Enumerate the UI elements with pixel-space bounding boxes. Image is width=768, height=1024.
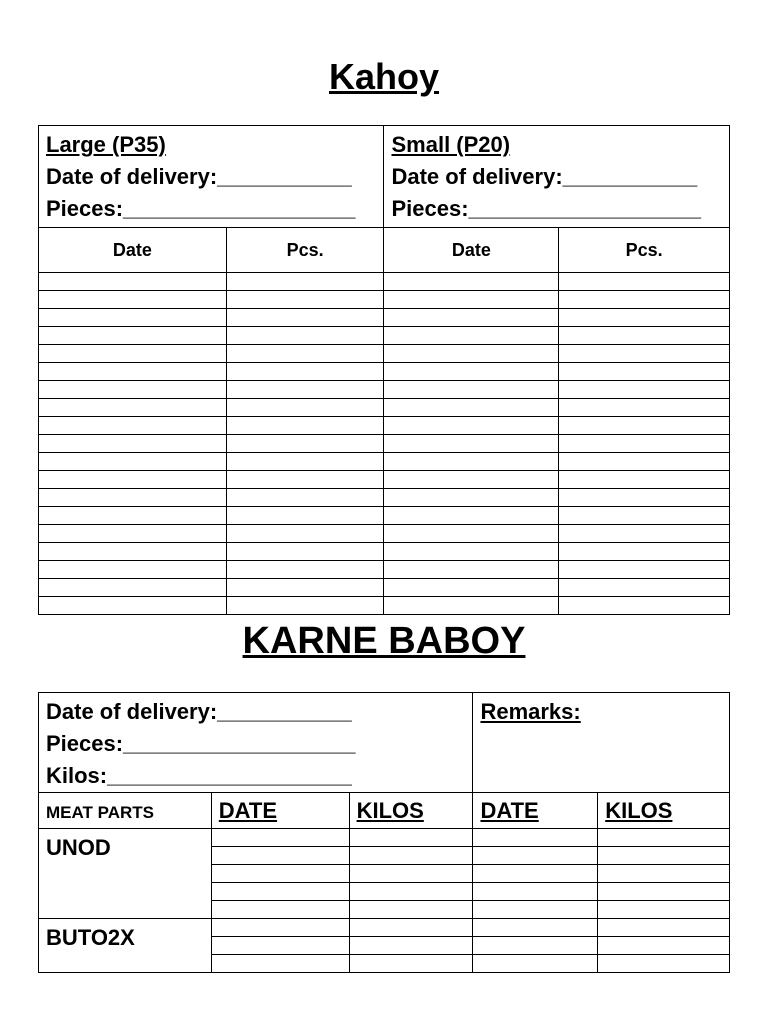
table-row <box>39 345 730 363</box>
entry-cell[interactable] <box>384 345 559 363</box>
small-pieces-field[interactable]: Pieces:___________________ <box>391 196 702 221</box>
entry-cell[interactable] <box>559 363 730 381</box>
entry-cell[interactable] <box>39 291 227 309</box>
entry-cell[interactable] <box>211 901 349 919</box>
date-header-1: DATE <box>211 793 349 829</box>
karne-table <box>38 692 730 973</box>
entry-cell[interactable] <box>211 883 349 901</box>
kahoy-title: Kahoy <box>328 56 440 97</box>
entry-cell[interactable] <box>384 525 559 543</box>
entry-cell[interactable] <box>384 507 559 525</box>
entry-cell[interactable] <box>349 937 473 955</box>
entry-cell[interactable] <box>349 883 473 901</box>
entry-cell[interactable] <box>559 327 730 345</box>
small-pcs-header: Pcs. <box>559 228 730 273</box>
entry-cell[interactable] <box>384 327 559 345</box>
entry-cell[interactable] <box>39 471 227 489</box>
large-date-header: Date <box>39 228 227 273</box>
entry-cell[interactable] <box>226 507 384 525</box>
entry-cell[interactable] <box>349 847 473 865</box>
entry-cell[interactable] <box>384 435 559 453</box>
entry-cell[interactable] <box>384 363 559 381</box>
entry-cell[interactable] <box>559 417 730 435</box>
entry-cell[interactable] <box>226 381 384 399</box>
entry-cell[interactable] <box>559 543 730 561</box>
table-row <box>39 435 730 453</box>
small-section <box>384 126 730 228</box>
entry-cell[interactable] <box>598 919 730 937</box>
entry-cell[interactable] <box>226 489 384 507</box>
entry-cell[interactable] <box>226 417 384 435</box>
entry-cell[interactable] <box>598 865 730 883</box>
entry-cell[interactable] <box>39 417 227 435</box>
entry-cell[interactable] <box>559 507 730 525</box>
entry-cell[interactable] <box>211 955 349 973</box>
table-row <box>39 561 730 579</box>
entry-cell[interactable] <box>226 345 384 363</box>
entry-cell[interactable] <box>559 381 730 399</box>
entry-cell[interactable] <box>384 579 559 597</box>
entry-cell[interactable] <box>211 847 349 865</box>
entry-cell[interactable] <box>39 309 227 327</box>
entry-cell[interactable] <box>226 543 384 561</box>
entry-cell[interactable] <box>226 579 384 597</box>
entry-cell[interactable] <box>559 399 730 417</box>
entry-cell[interactable] <box>384 417 559 435</box>
table-row <box>39 399 730 417</box>
entry-cell[interactable] <box>39 579 227 597</box>
entry-cell[interactable] <box>473 901 598 919</box>
entry-cell[interactable] <box>559 471 730 489</box>
entry-cell[interactable] <box>384 399 559 417</box>
entry-cell[interactable] <box>384 597 559 615</box>
entry-cell[interactable] <box>559 435 730 453</box>
kilos-header-1: KILOS <box>349 793 473 829</box>
entry-cell[interactable] <box>384 291 559 309</box>
entry-cell[interactable] <box>211 919 349 937</box>
large-pcs-header: Pcs. <box>226 228 384 273</box>
entry-cell[interactable] <box>349 955 473 973</box>
entry-cell[interactable] <box>559 453 730 471</box>
entry-cell[interactable] <box>473 955 598 973</box>
kahoy-log-rows <box>39 273 730 615</box>
remarks-label: Remarks: <box>480 699 581 724</box>
table-row <box>39 453 730 471</box>
entry-cell[interactable] <box>349 919 473 937</box>
entry-cell[interactable] <box>598 937 730 955</box>
entry-cell[interactable] <box>39 507 227 525</box>
kilos-header-2: KILOS <box>598 793 730 829</box>
entry-cell[interactable] <box>598 901 730 919</box>
entry-cell[interactable] <box>39 525 227 543</box>
entry-cell[interactable] <box>598 955 730 973</box>
table-row <box>39 489 730 507</box>
table-row <box>39 829 730 847</box>
table-row <box>39 919 730 937</box>
meat-parts-header: MEAT PARTS <box>39 793 212 829</box>
small-label: Small (P20) <box>391 132 511 157</box>
entry-cell[interactable] <box>384 381 559 399</box>
table-row <box>39 363 730 381</box>
table-row <box>39 291 730 309</box>
entry-cell[interactable] <box>226 525 384 543</box>
table-row <box>39 525 730 543</box>
entry-cell[interactable] <box>211 937 349 955</box>
entry-cell[interactable] <box>39 381 227 399</box>
entry-cell[interactable] <box>39 453 227 471</box>
karne-kilos-field[interactable]: Kilos:____________________ <box>46 763 352 788</box>
table-row <box>39 543 730 561</box>
table-row <box>39 417 730 435</box>
table-row <box>39 471 730 489</box>
entry-cell[interactable] <box>559 309 730 327</box>
entry-cell[interactable] <box>473 883 598 901</box>
entry-cell[interactable] <box>39 327 227 345</box>
table-row <box>39 273 730 291</box>
table-row <box>39 381 730 399</box>
remarks-section[interactable] <box>473 693 730 793</box>
small-delivery-date-field[interactable]: Date of delivery:___________ <box>391 164 698 189</box>
table-row <box>39 507 730 525</box>
entry-cell[interactable] <box>559 273 730 291</box>
entry-cell[interactable] <box>226 471 384 489</box>
entry-cell[interactable] <box>39 345 227 363</box>
entry-cell[interactable] <box>226 363 384 381</box>
entry-cell[interactable] <box>226 435 384 453</box>
entry-cell[interactable] <box>226 291 384 309</box>
entry-cell[interactable] <box>473 829 598 847</box>
large-delivery-date-field[interactable]: Date of delivery:___________ <box>46 164 352 189</box>
entry-cell[interactable] <box>384 543 559 561</box>
entry-cell[interactable] <box>559 525 730 543</box>
entry-cell[interactable] <box>39 597 227 615</box>
entry-cell[interactable] <box>226 597 384 615</box>
entry-cell[interactable] <box>39 273 227 291</box>
entry-cell[interactable] <box>39 543 227 561</box>
karne-log-rows <box>39 829 730 973</box>
entry-cell[interactable] <box>226 273 384 291</box>
entry-cell[interactable] <box>559 561 730 579</box>
entry-cell[interactable] <box>473 865 598 883</box>
large-label: Large (P35) <box>46 132 166 157</box>
part-unod: UNOD <box>39 829 212 919</box>
entry-cell[interactable] <box>39 561 227 579</box>
entry-cell[interactable] <box>226 561 384 579</box>
entry-cell[interactable] <box>559 489 730 507</box>
karne-title: KARNE BABOY <box>242 620 526 662</box>
entry-cell[interactable] <box>349 829 473 847</box>
entry-cell[interactable] <box>473 937 598 955</box>
karne-pieces-field[interactable]: Pieces:___________________ <box>46 731 356 756</box>
table-row <box>39 309 730 327</box>
entry-cell[interactable] <box>349 865 473 883</box>
table-row <box>39 579 730 597</box>
entry-cell[interactable] <box>39 489 227 507</box>
entry-cell[interactable] <box>226 327 384 345</box>
large-pieces-field[interactable]: Pieces:___________________ <box>46 196 356 221</box>
entry-cell[interactable] <box>384 309 559 327</box>
entry-cell[interactable] <box>559 345 730 363</box>
entry-cell[interactable] <box>39 363 227 381</box>
entry-cell[interactable] <box>39 435 227 453</box>
entry-cell[interactable] <box>559 579 730 597</box>
entry-cell[interactable] <box>211 865 349 883</box>
entry-cell[interactable] <box>384 273 559 291</box>
entry-cell[interactable] <box>349 901 473 919</box>
entry-cell[interactable] <box>226 399 384 417</box>
entry-cell[interactable] <box>226 309 384 327</box>
date-header-2: DATE <box>473 793 598 829</box>
large-section <box>39 126 384 228</box>
entry-cell[interactable] <box>384 489 559 507</box>
small-date-header: Date <box>384 228 559 273</box>
entry-cell[interactable] <box>559 291 730 309</box>
entry-cell[interactable] <box>598 847 730 865</box>
karne-delivery-section <box>39 693 473 793</box>
entry-cell[interactable] <box>384 471 559 489</box>
entry-cell[interactable] <box>598 829 730 847</box>
entry-cell[interactable] <box>473 847 598 865</box>
kahoy-table <box>38 125 730 615</box>
table-row <box>39 327 730 345</box>
karne-delivery-date-field[interactable]: Date of delivery:___________ <box>46 699 352 724</box>
entry-cell[interactable] <box>559 597 730 615</box>
entry-cell[interactable] <box>384 453 559 471</box>
entry-cell[interactable] <box>211 829 349 847</box>
table-row <box>39 597 730 615</box>
part-buto2x: BUTO2X <box>39 919 212 973</box>
entry-cell[interactable] <box>384 561 559 579</box>
entry-cell[interactable] <box>473 919 598 937</box>
entry-cell[interactable] <box>226 453 384 471</box>
entry-cell[interactable] <box>39 399 227 417</box>
entry-cell[interactable] <box>598 883 730 901</box>
